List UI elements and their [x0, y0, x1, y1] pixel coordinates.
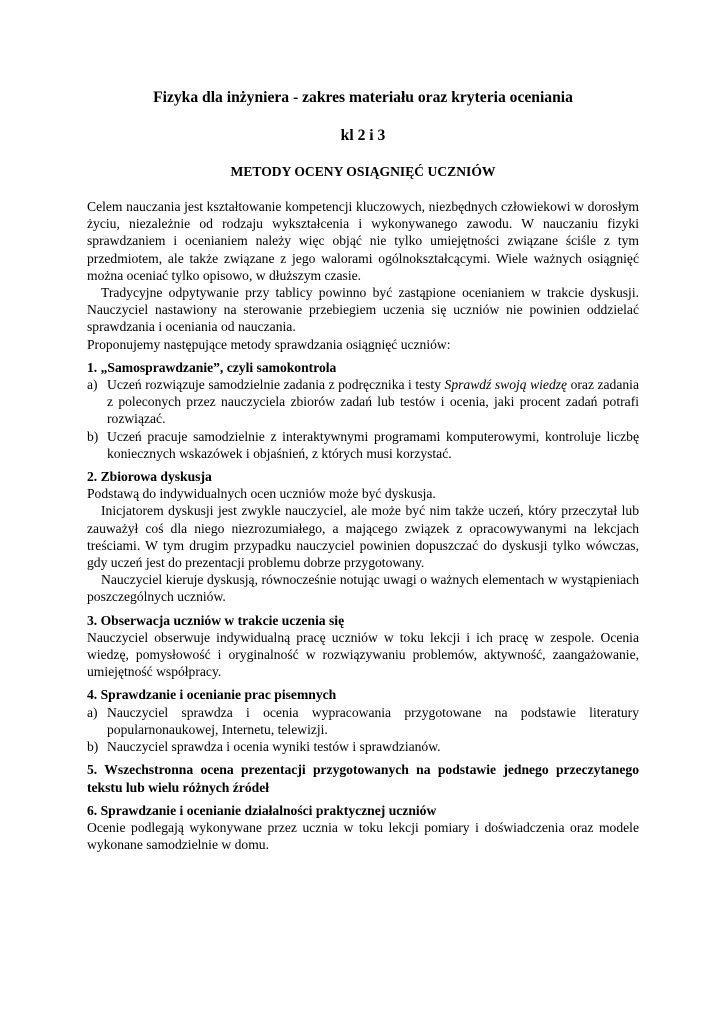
list-item: [87, 704, 639, 738]
item-list: [87, 376, 639, 462]
intro-paragraph: Tradycyjne odpytywanie przy tablicy powinno być zastąpione ocenianiem w trakcie dyskusji. Nauczyciel nastawiony na sterowanie przebiegiem uczenia się uczniów nie powinien oddzielać sprawdzania i oceniania od nauczania.: [87, 285, 639, 335]
item-list: [87, 704, 639, 756]
section-5: [87, 761, 639, 795]
list-item: [87, 428, 639, 462]
document-title: Fizyka dla inżyniera - zakres materiału oraz kryteria oceniania: [153, 89, 573, 106]
section-4: [87, 686, 639, 755]
section-title: 4. Sprawdzanie i ocenianie prac pisemnych: [87, 687, 337, 703]
section-heading: METODY OCENY OSIĄGNIĘĆ UCZNIÓW: [230, 164, 496, 179]
section-paragraph: Ocenie podlegają wykonywane przez ucznia w toku lekcji pomiary i doświadczenia oraz modele wykonane samodzielnie w domu.: [87, 819, 639, 853]
item-text: Nauczyciel sprawdza i ocenia wypracowania przygotowane na podstawie literatury popularnonaukowej, Internetu, telewizji.: [107, 704, 639, 737]
section-1: [87, 359, 639, 462]
section-title: 6. Sprawdzanie i ocenianie działalności praktycznej uczniów: [87, 802, 437, 818]
list-item: [87, 376, 639, 428]
intro-paragraph: Proponujemy następujące metody sprawdzania osiągnięć uczniów:: [87, 336, 451, 352]
list-marker: a): [87, 704, 98, 720]
list-marker: a): [87, 377, 98, 393]
section-6: [87, 802, 639, 854]
intro-paragraph: Celem nauczania jest kształtowanie kompetencji kluczowych, niezbędnych człowiekowi w dorosłym życiu, niezależnie od rodzaju wykształcenia i wykonywanego zawodu. W nauczaniu fizyki sprawdzaniem i ocenianiem należy więc objąć nie tylko umiejętności związane ściśle z tym przedmiotem, ale także związane z jego walorami ogólnokształcącymi. Wiele ważnych osiągnięć można oceniać tylko opisowo, w dłuższym czasie.: [87, 199, 639, 283]
list-marker: b): [87, 739, 99, 755]
section-title: 3. Obserwacja uczniów w trakcie uczenia się: [87, 612, 345, 628]
item-text-italic: Sprawdź swoją wiedzę: [444, 377, 568, 393]
list-item: [87, 738, 639, 755]
item-text: Uczeń rozwiązuje samodzielnie zadania z podręcznika i testy: [107, 377, 445, 393]
section-paragraph: Nauczyciel obserwuje indywidualną pracę uczniów w toku lekcji i ich pracę w zespole. Ocenia wiedzę, pomysłowość i oryginalność w rozwiązywaniu problemów, aktywność, zaangażowanie, umiejętność współpracy.: [87, 629, 639, 680]
list-marker: b): [87, 428, 99, 444]
section-title: 2. Zbiorowa dyskusja: [87, 469, 212, 485]
item-text: Nauczyciel sprawdza i ocenia wyniki testów i sprawdzianów.: [107, 739, 441, 755]
section-title: 1. „Samosprawdzanie”, czyli samokontrola: [87, 359, 337, 375]
section-paragraph: Inicjatorem dyskusji jest zwykle nauczyciel, ale może być nim także uczeń, który przeczytał lub zauważył coś dla niego niezrozumiałego, a mającego związek z opracowywanymi na lekcjach treściami. W tym drugim przypadku nauczyciel powinien dopuszczać do dyskusji tylko wówczas, gdy uczeń jest do prezentacji problemu dobrze przygotowany.: [87, 503, 639, 571]
item-text: oraz zadania z poleconych przez nauczyciela zbiorów zadań lub testów i ocenia, jaki procent zadań potrafi rozwiązać.: [107, 377, 639, 427]
section-paragraph: Podstawą do indywidualnych ocen uczniów może być dyskusja.: [87, 486, 436, 502]
section-title: 5. Wszechstronna ocena prezentacji przygotowanych na podstawie jednego przeczytanego tekstu lub wielu różnych źródeł: [87, 762, 639, 795]
section-3: [87, 612, 639, 681]
section-paragraph: Nauczyciel kieruje dyskusją, równocześnie notując uwagi o ważnych elementach w wystąpieniach poszczególnych uczniów.: [87, 572, 639, 605]
document-subtitle: kl 2 i 3: [340, 127, 386, 144]
item-text: Uczeń pracuje samodzielnie z interaktywnymi programami komputerowymi, kontroluje liczbę koniecznych wskazówek i objaśnień, z których musi korzystać.: [107, 428, 639, 461]
section-2: [87, 468, 639, 606]
